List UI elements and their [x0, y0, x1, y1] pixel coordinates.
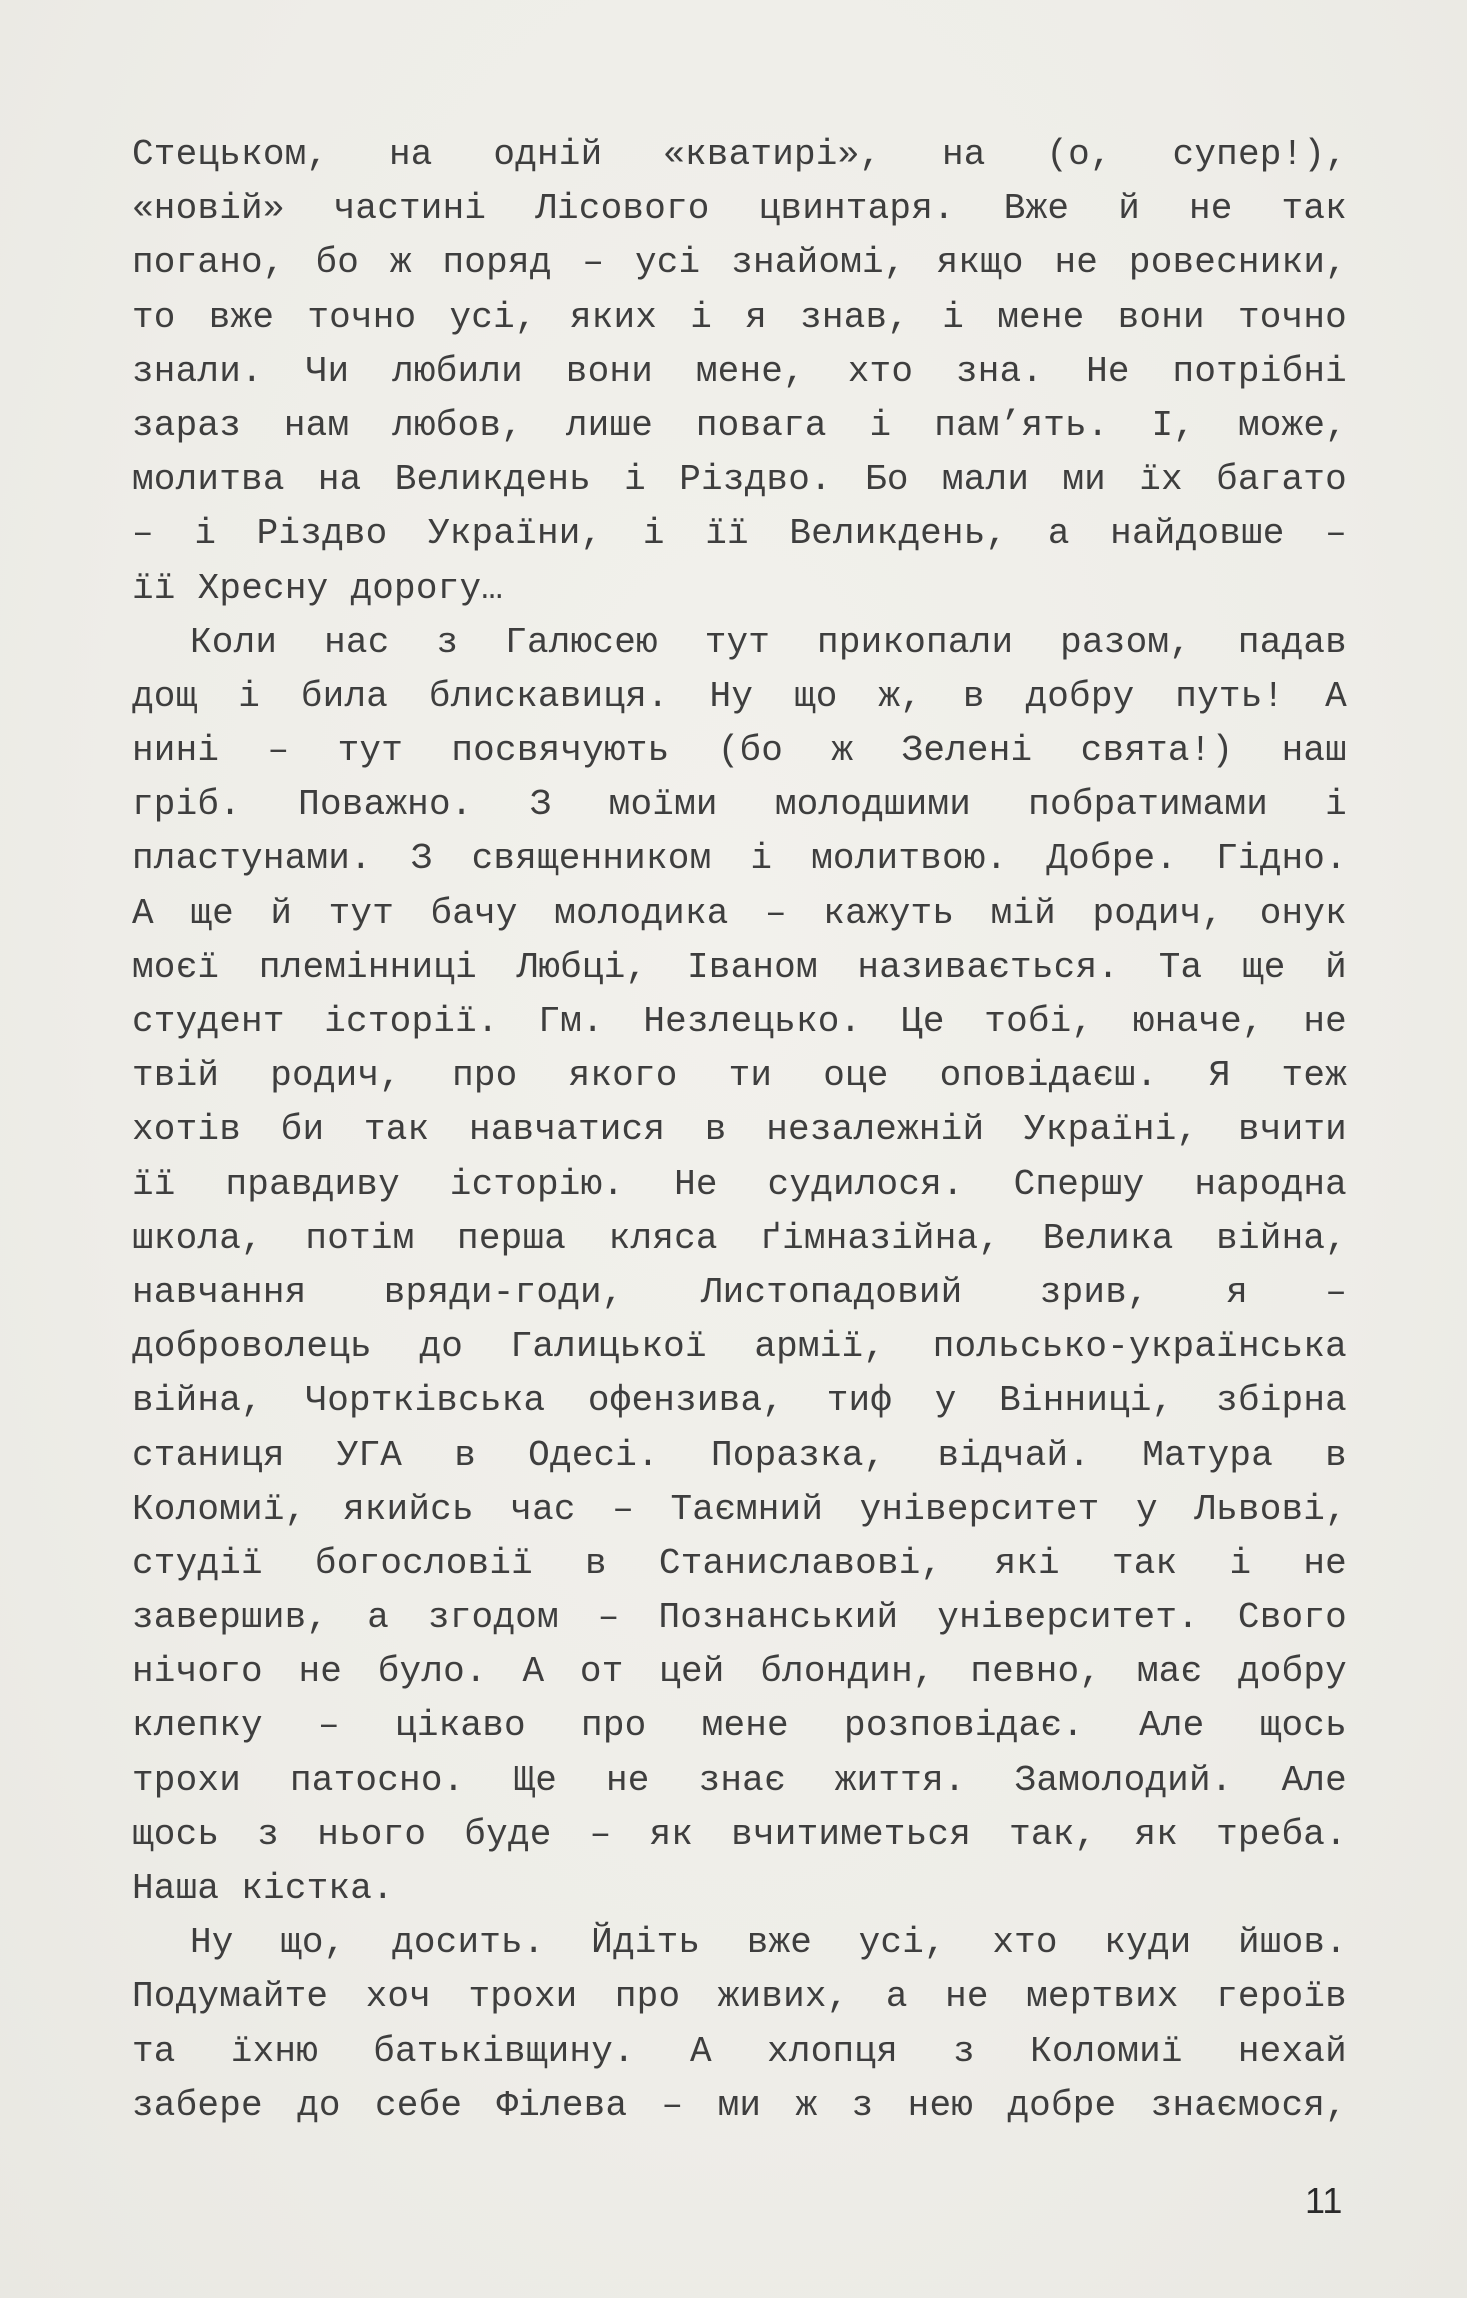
text-line: Наша кістка.	[132, 1868, 394, 1909]
text-line: знали. Чи любили вони мене, хто зна. Не потрібні	[132, 350, 1347, 392]
text-line: моєї племінниці Любці, Іваном називається. Та ще й	[132, 946, 1347, 988]
text-line: хотів би так навчатися в незалежній Україні, вчити	[132, 1109, 1347, 1151]
text-line: трохи патосно. Ще не знає життя. Замолодий. Але	[132, 1759, 1347, 1801]
text-line: школа, потім перша кляса ґімназійна, Велика війна,	[132, 1217, 1347, 1259]
text-line: зараз нам любов, лише повага і пам’ять. І, може,	[132, 404, 1347, 446]
text-line: доброволець до Галицької армії, польсько-українська	[132, 1326, 1347, 1368]
text-line: завершив, а згодом – Познанський університет. Свого	[132, 1597, 1347, 1639]
text-line: забере до себе Філева – ми ж з нею добре знаємося,	[132, 2084, 1347, 2126]
paragraph	[132, 128, 1347, 616]
text-line: щось з нього буде – як вчитиметься так, як треба.	[132, 1813, 1347, 1855]
page-number: 11	[1305, 2180, 1343, 2221]
body-text	[132, 128, 1347, 2133]
text-line: нічого не було. А от цей блондин, певно, має добру	[132, 1651, 1347, 1693]
text-line: то вже точно усі, яких і я знав, і мене вони точно	[132, 296, 1347, 338]
text-line: Подумайте хоч трохи про живих, а не мертвих героїв	[132, 1976, 1347, 2018]
text-line: молитва на Великдень і Різдво. Бо мали ми їх багато	[132, 459, 1347, 501]
text-line: та їхню батьківщину. А хлопця з Коломиї нехай	[132, 2030, 1347, 2072]
text-line: клепку – цікаво про мене розповідає. Але щось	[132, 1705, 1347, 1747]
text-line: війна, Чортківська офензива, тиф у Вінниці, збірна	[132, 1380, 1347, 1422]
text-line: Стецьком, на одній «кватирі», на (о, супер!),	[132, 134, 1347, 175]
text-line: її Хресну дорогу…	[132, 567, 504, 609]
text-line: пластунами. З священником і молитвою. Добре. Гідно.	[132, 838, 1347, 880]
text-line: Коли нас з Галюсею тут прикопали разом, падав	[190, 621, 1347, 663]
text-line: твій родич, про якого ти оце оповідаєш. Я теж	[132, 1055, 1347, 1097]
text-line: гріб. Поважно. З моїми молодшими побратимами і	[132, 784, 1347, 826]
text-line: Ну що, досить. Йдіть вже усі, хто куди йшов.	[190, 1922, 1347, 1964]
text-line: студент історії. Гм. Незлецько. Це тобі, юначе, не	[132, 1001, 1347, 1042]
text-line: «новій» частині Лісового цвинтаря. Вже й не так	[132, 188, 1347, 230]
text-line: дощ і била блискавиця. Ну що ж, в добру путь! А	[132, 675, 1347, 717]
text-line: студії богословії в Станиславові, які так і не	[132, 1542, 1347, 1584]
text-line: Коломиї, якийсь час – Таємний університет у Львові,	[132, 1488, 1347, 1530]
text-line: – і Різдво України, і її Великдень, а найдовше –	[132, 513, 1347, 555]
text-line: погано, бо ж поряд – усі знайомі, якщо не ровесники,	[132, 242, 1347, 284]
text-line: А ще й тут бачу молодика – кажуть мій родич, онук	[132, 892, 1347, 934]
text-line: станиця УГА в Одесі. Поразка, відчай. Матура в	[132, 1434, 1347, 1476]
text-line: навчання вряди-годи, Листопадовий зрив, я –	[132, 1271, 1347, 1313]
text-line: нині – тут посвячують (бо ж Зелені свята!) наш	[132, 730, 1347, 772]
paragraph	[132, 1916, 1347, 2133]
paragraph	[132, 616, 1347, 1917]
text-line: її правдиву історію. Не судилося. Спершу народна	[132, 1163, 1347, 1205]
